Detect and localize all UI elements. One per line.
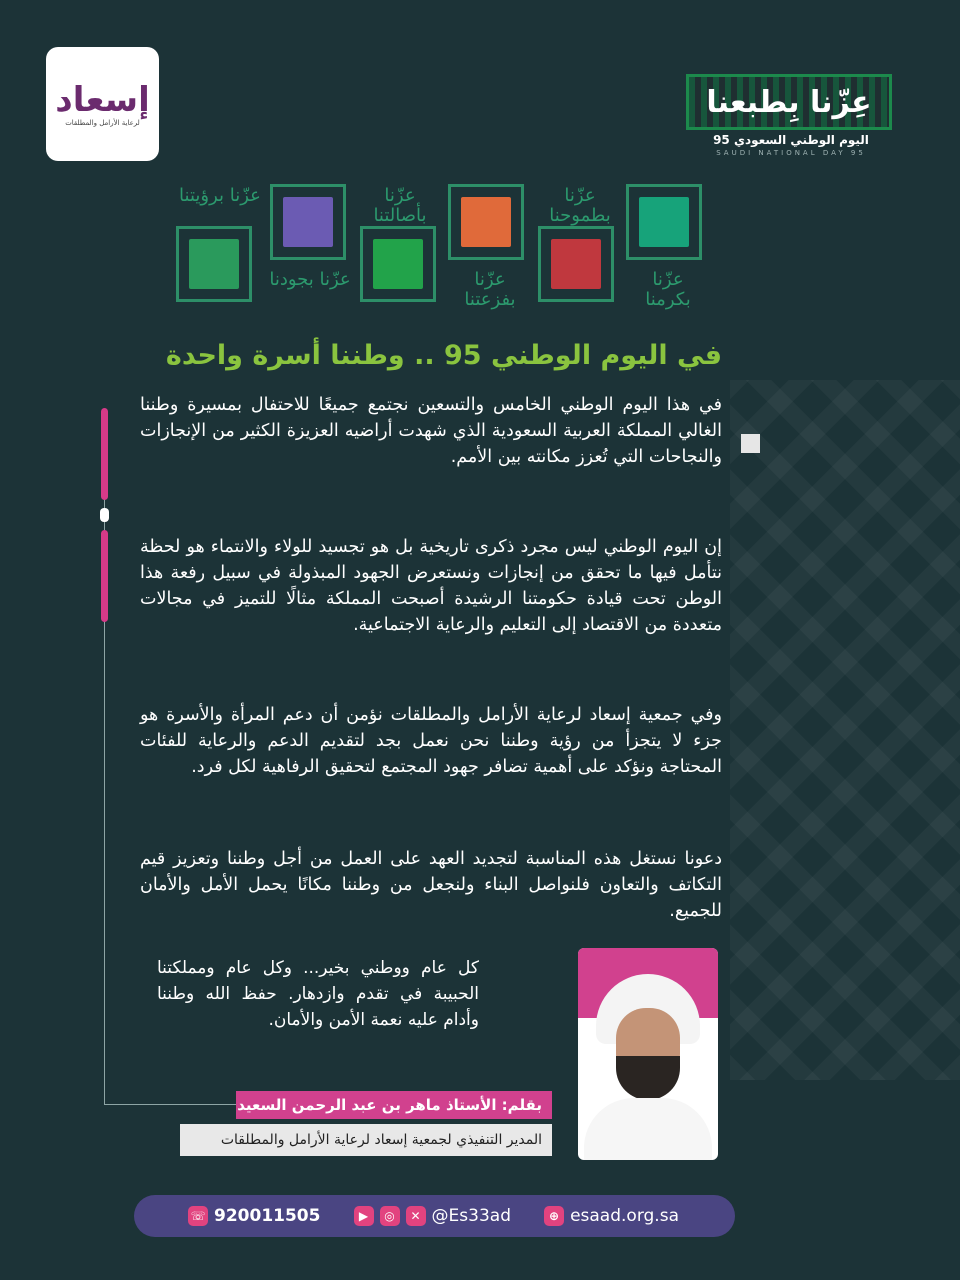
paragraph-call: دعونا نستغل هذه المناسبة لتجديد العهد على العمل من أجل وطننا وتعزيز قيم التكاتف والتعاون فلنواصل البناء ولنجعل من وطننا مكانًا يحمل الأمل والأمان للجميع. xyxy=(140,849,722,921)
author-photo xyxy=(578,948,718,1160)
author-role: المدير التنفيذي لجمعية إسعاد لرعاية الأرامل والمطلقات xyxy=(180,1124,552,1156)
tile-star xyxy=(176,226,252,302)
logo-subtitle: لرعاية الأرامل والمطلقات xyxy=(65,118,140,127)
website-link[interactable]: esaad.org.sa xyxy=(570,1206,679,1226)
tile-mountain xyxy=(538,226,614,302)
tile-label-judna: عزّنا بجودنا xyxy=(269,269,351,290)
phone-contact[interactable] xyxy=(188,1206,320,1226)
decorative-horizontal-line xyxy=(104,1104,240,1105)
palm-tree-icon xyxy=(373,239,423,289)
author-name: بقلم: الأستاذ ماهر بن عبد الرحمن السعيد xyxy=(236,1091,552,1119)
mountain-icon xyxy=(551,239,601,289)
tile-label-fazatna: عزّنا بفزعتنا xyxy=(464,269,516,310)
tile-label-karamna: عزّنا بكرمنا xyxy=(645,269,691,310)
national-day-english: SAUDI NATIONAL DAY 95 xyxy=(716,149,866,157)
tile-label-asalatna: عزّنا بأصالتنا xyxy=(373,185,427,226)
social-links xyxy=(354,1206,511,1226)
tile-label-tumohna: عزّنا بطموحنا xyxy=(549,185,611,226)
star-pattern-icon xyxy=(189,239,239,289)
instagram-icon[interactable]: ◎ xyxy=(380,1206,400,1226)
tile-label-royatna: عزّنا برؤيتنا xyxy=(179,185,261,206)
x-icon[interactable]: ✕ xyxy=(406,1206,426,1226)
logo-wordmark: إسعاد xyxy=(55,79,150,120)
national-day-logo xyxy=(686,74,896,164)
decorative-dot xyxy=(100,508,109,522)
youtube-icon[interactable]: ▶ xyxy=(354,1206,374,1226)
tile-palm xyxy=(360,226,436,302)
national-day-badge xyxy=(686,74,892,130)
website-contact[interactable] xyxy=(544,1206,679,1226)
social-handle[interactable]: @Es33ad xyxy=(431,1206,511,1226)
national-day-title: عِزّنا بِطبعنا xyxy=(706,84,872,120)
background-pattern xyxy=(730,380,960,1080)
esaad-logo xyxy=(46,47,159,161)
whatsapp-icon: ☏ xyxy=(188,1206,208,1226)
national-day-subtitle: اليوم الوطني السعودي 95 xyxy=(713,133,869,147)
tile-hands xyxy=(448,184,524,260)
globe-icon: ⊕ xyxy=(544,1206,564,1226)
hands-heart-icon xyxy=(461,197,511,247)
decorative-square xyxy=(741,434,760,453)
decorative-pink-bar xyxy=(101,408,108,500)
paragraph-meaning: إن اليوم الوطني ليس مجرد ذكرى تاريخية بل هو تجسيد للولاء والانتماء هو لحظة نتأمل فيها ما تحقق من إنجازات ونستعرض الجهود المبذولة في سبيل رفعة هذا الوطن تحت قيادة حكومتنا الرشيدة أصبحت المملكة مثالًا للتميز في مجالات متعددة من الاقتصاد إلى التعليم والرعاية الاجتماعية. xyxy=(140,537,722,635)
tile-dallah xyxy=(626,184,702,260)
decorative-pink-bar xyxy=(101,530,108,622)
page-title: في اليوم الوطني 95 .. وطننا أسرة واحدة xyxy=(165,340,722,371)
person-beard xyxy=(616,1056,680,1100)
slogan-tiles xyxy=(170,180,730,310)
dallah-icon xyxy=(639,197,689,247)
phone-number: 920011505 xyxy=(214,1206,321,1226)
paragraph-intro: في هذا اليوم الوطني الخامس والتسعين نجتمع جميعًا للاحتفال بمسيرة وطننا الغالي المملكة العربية السعودية الذي شهدت أراضيه العزيزة الكثير من الإنجازات والنجاحات التي تُعزز مكانته بين الأمم. xyxy=(140,395,722,467)
paragraph-association: وفي جمعية إسعاد لرعاية الأرامل والمطلقات نؤمن أن دعم المرأة والأسرة هو جزء لا يتجزأ من رؤية وطننا نحن نعمل بجد لتقديم الدعم والرعاية للفئات المحتاجة ونؤكد على أهمية تضافر جهود المجتمع لتحقيق الرفاهية لكل فرد. xyxy=(140,705,722,777)
person-thobe xyxy=(584,1098,712,1160)
tile-incense xyxy=(270,184,346,260)
contact-footer xyxy=(134,1195,735,1237)
closing-quote: كل عام ووطني بخير... وكل عام ومملكتنا الحبيبة في تقدم وازدهار. حفظ الله وطننا وأدام عليه نعمة الأمن والأمان. xyxy=(157,958,479,1030)
incense-icon xyxy=(283,197,333,247)
